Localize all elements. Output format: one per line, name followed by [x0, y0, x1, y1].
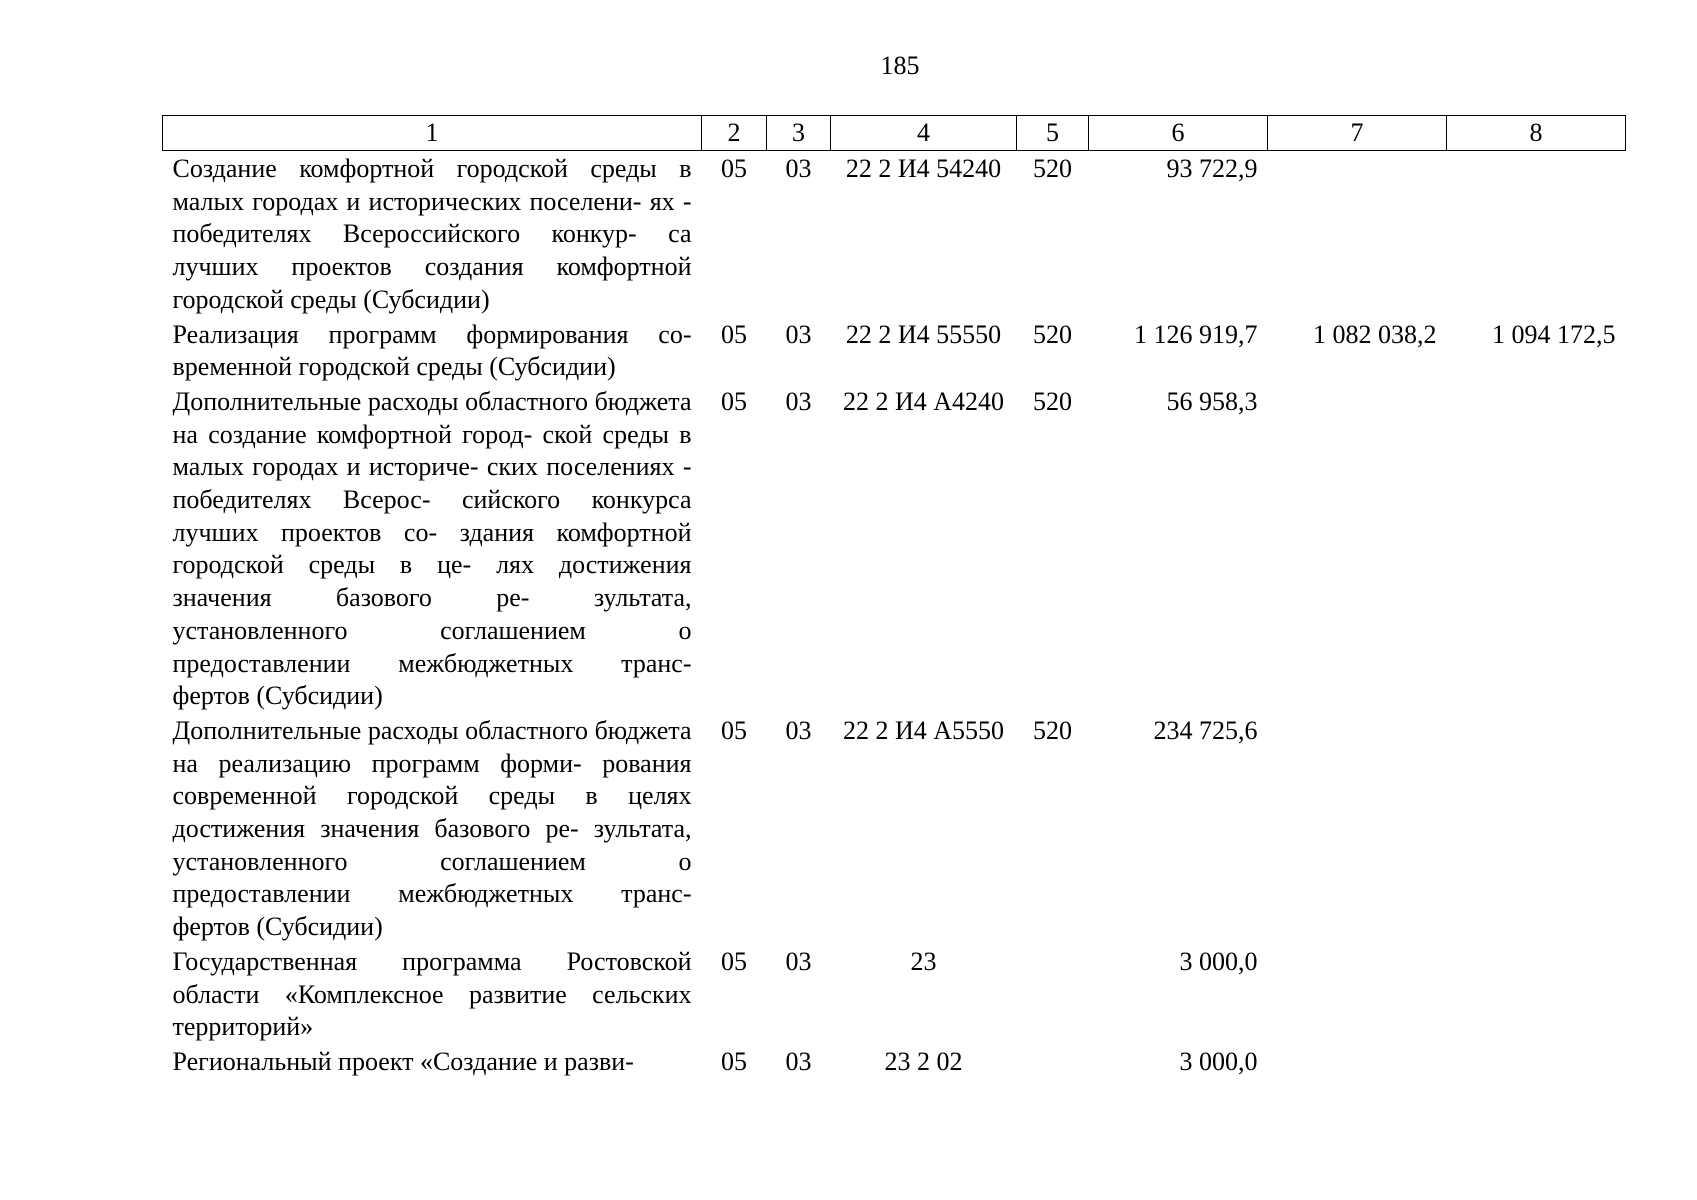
amount-col-7 [1268, 713, 1447, 944]
table-row [163, 713, 1626, 944]
description-line: целях достижения значения базового ре- [172, 781, 692, 844]
subsection-code: 03 [785, 319, 812, 349]
amount-col-6: 1 126 919,7 [1134, 319, 1258, 349]
description-line: фертов (Субсидии) [172, 681, 383, 711]
amount-col-8 [1447, 713, 1626, 944]
description-line: Дополнительные расходы областного [172, 386, 588, 416]
description-line: фертов (Субсидии) [172, 912, 383, 942]
description-line: бюджета на реализацию программ форми- [172, 715, 692, 778]
header-col-1: 1 [163, 116, 702, 151]
description-line: городской среды (Субсидии) [172, 284, 490, 314]
table-row [163, 151, 1626, 317]
expense-type-code: 520 [1033, 154, 1072, 183]
description-line: бюджета на создание комфортной город- [172, 386, 692, 449]
table-body [163, 151, 1626, 1079]
expense-type-code [1017, 1044, 1089, 1079]
page-number: 185 [880, 51, 920, 80]
row-description [163, 317, 702, 384]
header-col-5: 5 [1017, 116, 1089, 151]
subsection-code: 03 [785, 946, 812, 976]
section-code: 05 [721, 715, 747, 745]
expense-type-code: 520 [1033, 386, 1072, 416]
target-article-code: 22 2 И4 54240 [845, 154, 1002, 183]
description-line: Создание комфортной городской среды в [172, 154, 692, 183]
header-row [163, 116, 1626, 151]
description-line: лях достижения значения базового ре- [172, 550, 692, 613]
description-line: предоставлении межбюджетных транс- [172, 648, 692, 678]
amount-col-7: 1 082 038,2 [1313, 319, 1437, 349]
description-line: рования современной городской среды в [172, 748, 692, 811]
description-line: зультата, установленного соглашением о [172, 814, 692, 876]
amount-col-7 [1268, 151, 1447, 317]
description-line: са лучших проектов создания комфортной [172, 219, 692, 282]
header-col-4: 4 [831, 116, 1017, 151]
amount-col-7 [1268, 944, 1447, 1044]
target-article-code: 22 2 И4 55550 [845, 319, 1002, 349]
amount-col-6: 56 958,3 [1166, 386, 1258, 416]
description-line: Дополнительные расходы областного [172, 715, 588, 745]
description-line: территорий» [172, 1012, 314, 1042]
description-line: ях - победителях Всероссийского конкур- [172, 186, 692, 249]
amount-col-6: 3 000,0 [1179, 1046, 1258, 1076]
target-article-code: 23 [910, 946, 937, 976]
header-col-8: 8 [1447, 116, 1626, 151]
row-description [163, 713, 702, 944]
target-article-code: 22 2 И4 А5550 [842, 715, 1005, 745]
section-code: 05 [721, 1046, 747, 1076]
section-code: 05 [721, 946, 747, 976]
description-line: области «Комплексное развитие сельских [172, 979, 692, 1009]
section-code: 05 [721, 386, 747, 416]
description-line: предоставлении межбюджетных транс- [172, 879, 692, 909]
header-col-3: 3 [767, 116, 831, 151]
header-col-7: 7 [1268, 116, 1447, 151]
table-row [163, 317, 1626, 384]
row-description [163, 944, 702, 1044]
description-line: здания комфортной городской среды в це- [172, 517, 692, 580]
table-row [163, 384, 1626, 713]
target-article-code: 23 2 02 [884, 1046, 963, 1076]
amount-col-8: 1 094 172,5 [1492, 319, 1616, 349]
expense-type-code [1017, 944, 1089, 1044]
row-description [163, 151, 702, 317]
section-code: 05 [721, 154, 747, 183]
subsection-code: 03 [785, 715, 812, 745]
description-line: малых городах и исторических поселени- [172, 186, 642, 216]
description-line: временной городской среды (Субсидии) [172, 352, 616, 382]
header-col-6: 6 [1089, 116, 1268, 151]
expense-type-code: 520 [1033, 319, 1072, 349]
description-line: Региональный проект «Создание и разви- [172, 1046, 634, 1076]
amount-col-8 [1447, 1044, 1626, 1079]
description-line: Реализация программ формирования со- [172, 319, 692, 349]
amount-col-6: 93 722,9 [1166, 154, 1258, 183]
table-row [163, 944, 1626, 1044]
amount-col-8 [1447, 151, 1626, 317]
target-article-code: 22 2 И4 А4240 [842, 386, 1005, 416]
description-line: ских поселениях - победителях Всерос- [172, 452, 692, 515]
row-description [163, 384, 702, 713]
row-description [163, 1044, 702, 1079]
description-line: зультата, установленного соглашением о [172, 583, 692, 645]
amount-col-8 [1447, 944, 1626, 1044]
amount-col-8 [1447, 384, 1626, 713]
header-col-2: 2 [702, 116, 767, 151]
amount-col-7 [1268, 384, 1447, 713]
subsection-code: 03 [785, 154, 812, 183]
description-line: Государственная программа Ростовской [172, 946, 692, 976]
description-line: ской среды в малых городах и историче- [172, 419, 692, 482]
subsection-code: 03 [785, 386, 812, 416]
amount-col-6: 3 000,0 [1179, 946, 1258, 976]
amount-col-7 [1268, 1044, 1447, 1079]
expense-type-code: 520 [1033, 715, 1072, 745]
subsection-code: 03 [785, 1046, 812, 1076]
budget-table [162, 115, 1626, 1079]
description-line: сийского конкурса лучших проектов со- [172, 485, 692, 547]
table-row [163, 1044, 1626, 1079]
section-code: 05 [721, 319, 747, 349]
amount-col-6: 234 725,6 [1153, 715, 1258, 745]
